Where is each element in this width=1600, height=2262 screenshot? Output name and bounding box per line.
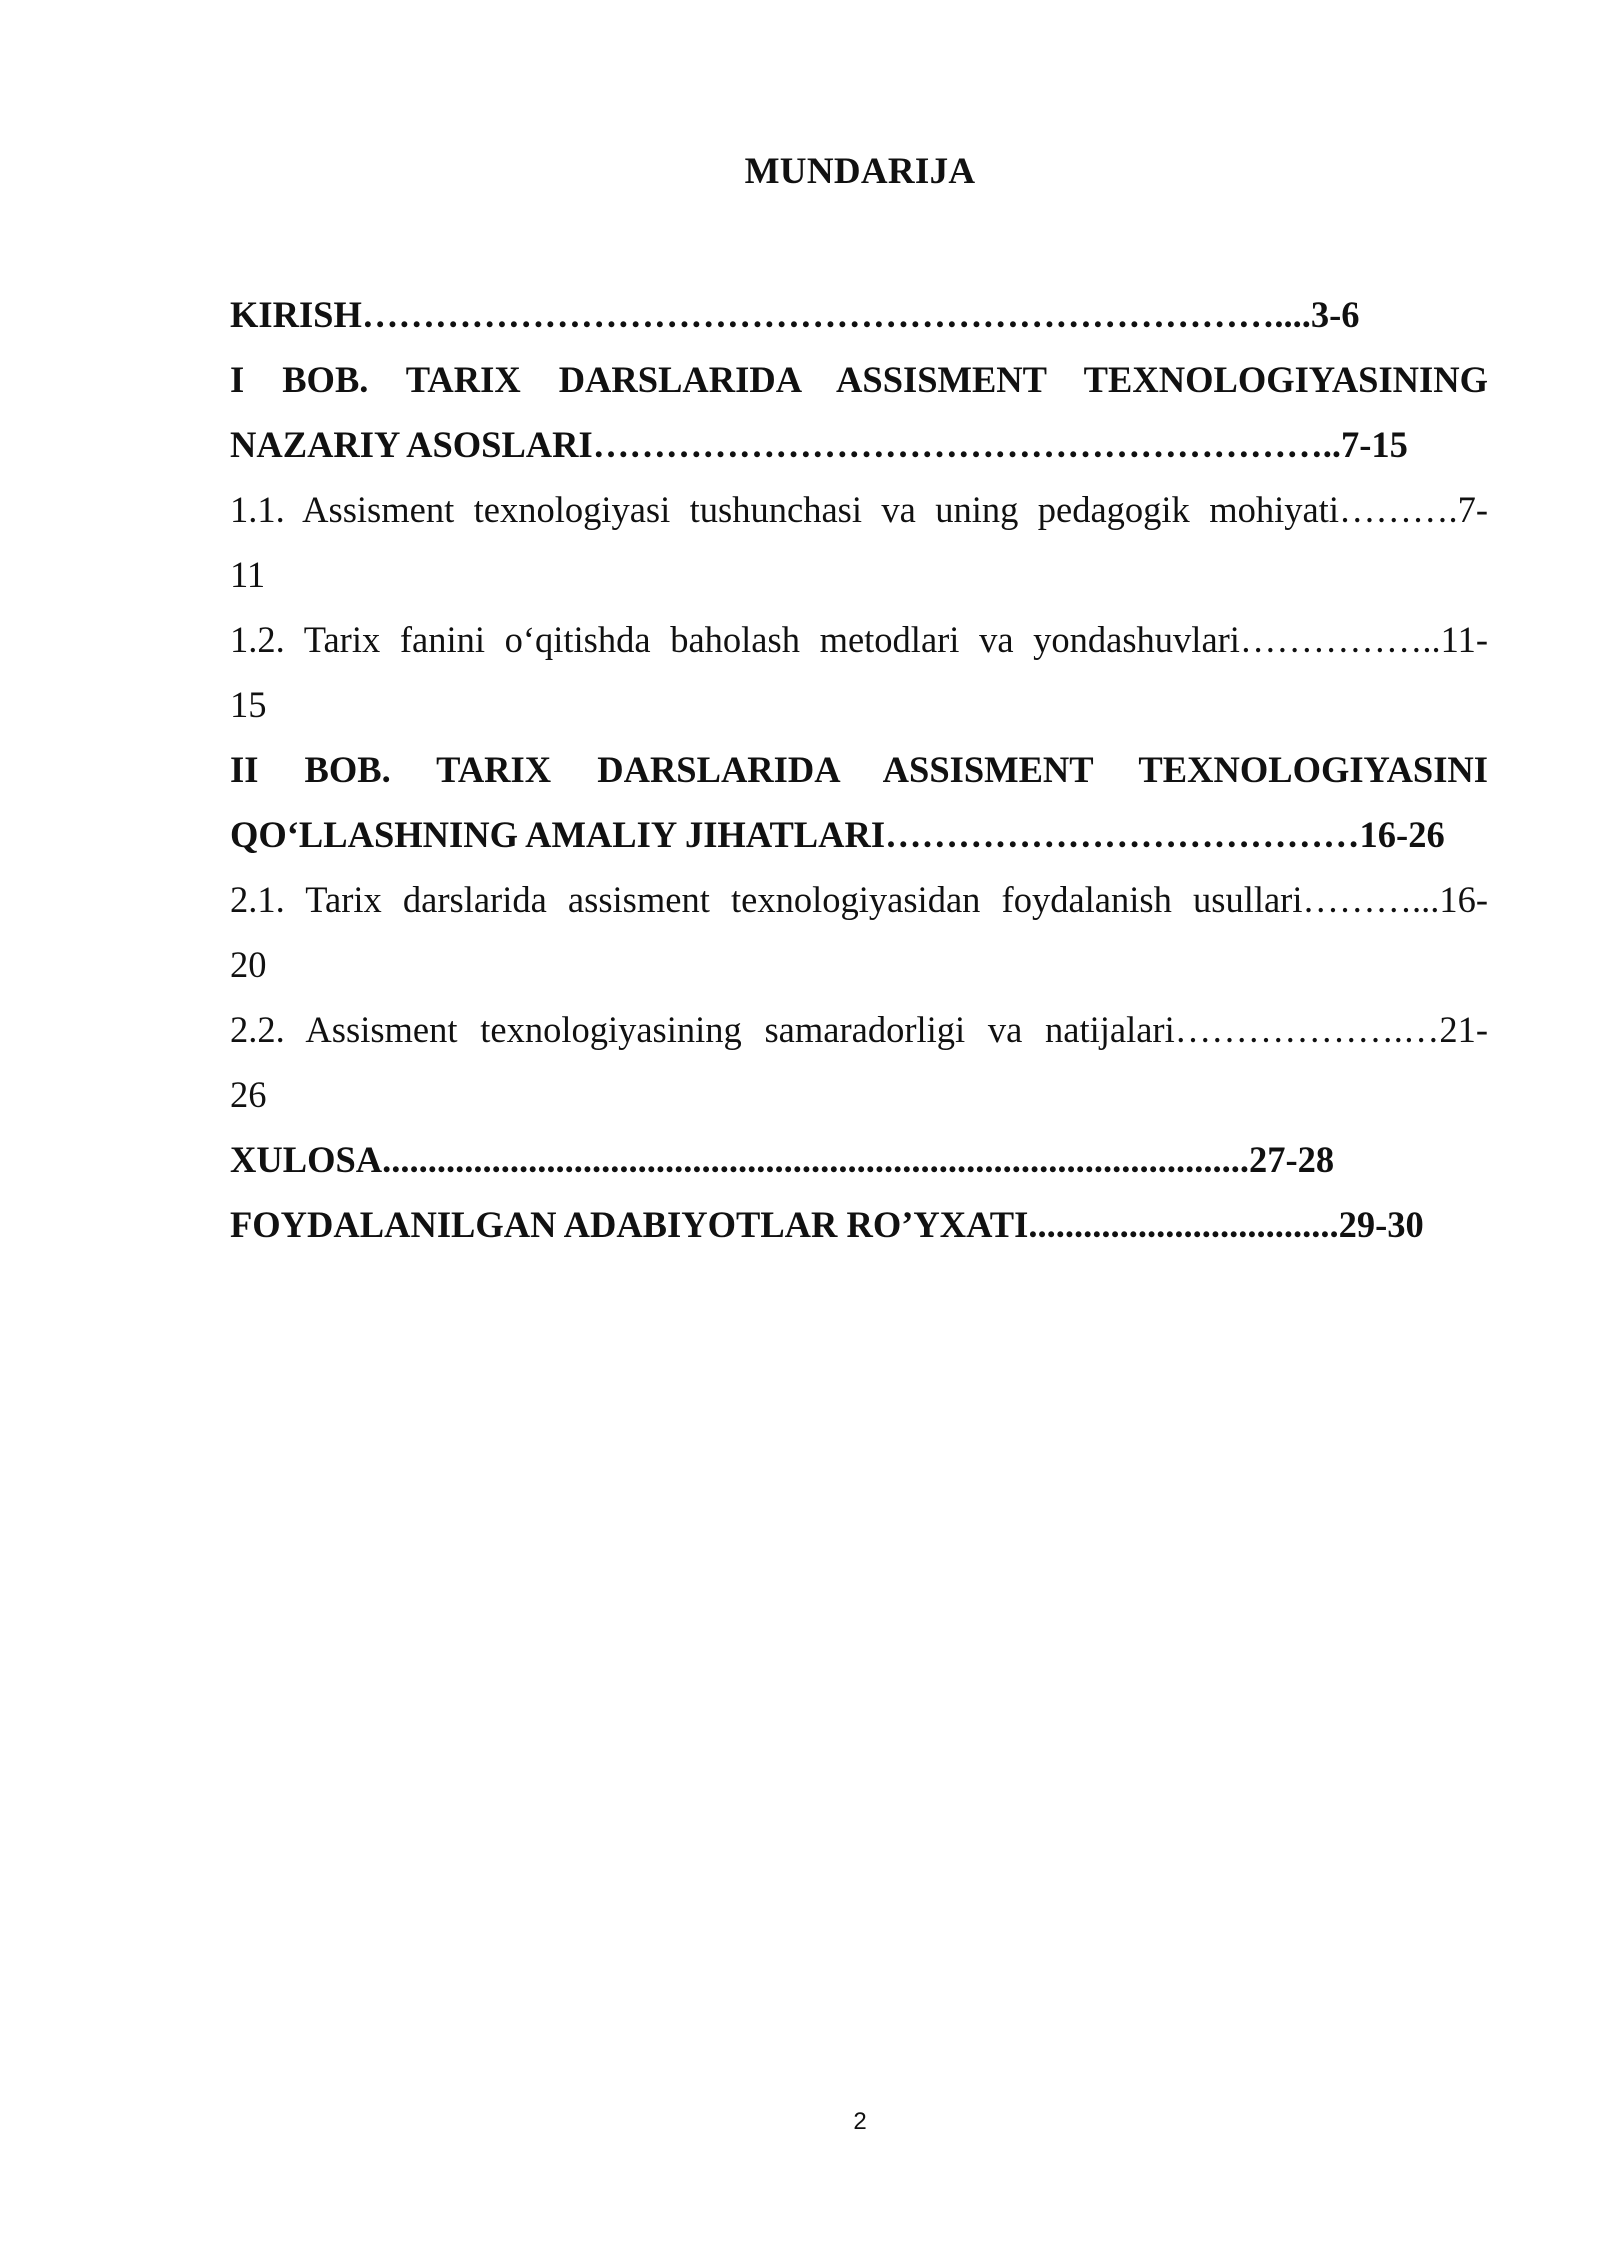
toc-chapter-1-title-cont: NAZARIY ASOSLARI……………………………………………………..7-15	[230, 424, 1408, 465]
toc-chapter-1-title: I BOB. TARIX DARSLARIDA ASSISMENT TEXNOLOGIYASINING	[230, 359, 1488, 400]
toc-section-2-1-cont: 20	[230, 944, 267, 985]
toc-entry-xulosa: XULOSA...............................................................................................27-28	[230, 1139, 1335, 1180]
toc-chapter-2-title: II BOB. TARIX DARSLARIDA ASSISMENT TEXNOLOGIYASINI	[230, 749, 1488, 790]
toc-section-2-1: 2.1. Tarix darslarida assisment texnologiyasidan foydalanish usullari………...16-	[230, 879, 1488, 920]
toc-section-1-1-cont: 11	[230, 554, 266, 595]
toc-entry-references: FOYDALANILGAN ADABIYOTLAR RO’YXATI..................................29-30	[230, 1204, 1424, 1245]
toc-chapter-2-title-cont: QO‘LLASHNING AMALIY JIHATLARI…………………………………16-26	[230, 814, 1445, 855]
table-of-contents	[230, 282, 1488, 1257]
toc-section-1-2-cont: 15	[230, 684, 267, 725]
toc-section-2-2-cont: 26	[230, 1074, 267, 1115]
toc-section-1-1: 1.1. Assisment texnologiyasi tushunchasi va uning pedagogik mohiyati……….7-	[230, 489, 1488, 530]
page-number: 2	[853, 2108, 867, 2135]
toc-section-2-2: 2.2. Assisment texnologiyasining samaradorligi va natijalari……………….…21-	[230, 1009, 1488, 1050]
toc-entry-kirish: KIRISH…………………………………………………………………....3-6	[230, 294, 1360, 335]
page-title: MUNDARIJA	[744, 151, 976, 192]
toc-section-1-2: 1.2. Tarix fanini o‘qitishda baholash metodlari va yondashuvlari……………..11-	[230, 619, 1488, 660]
